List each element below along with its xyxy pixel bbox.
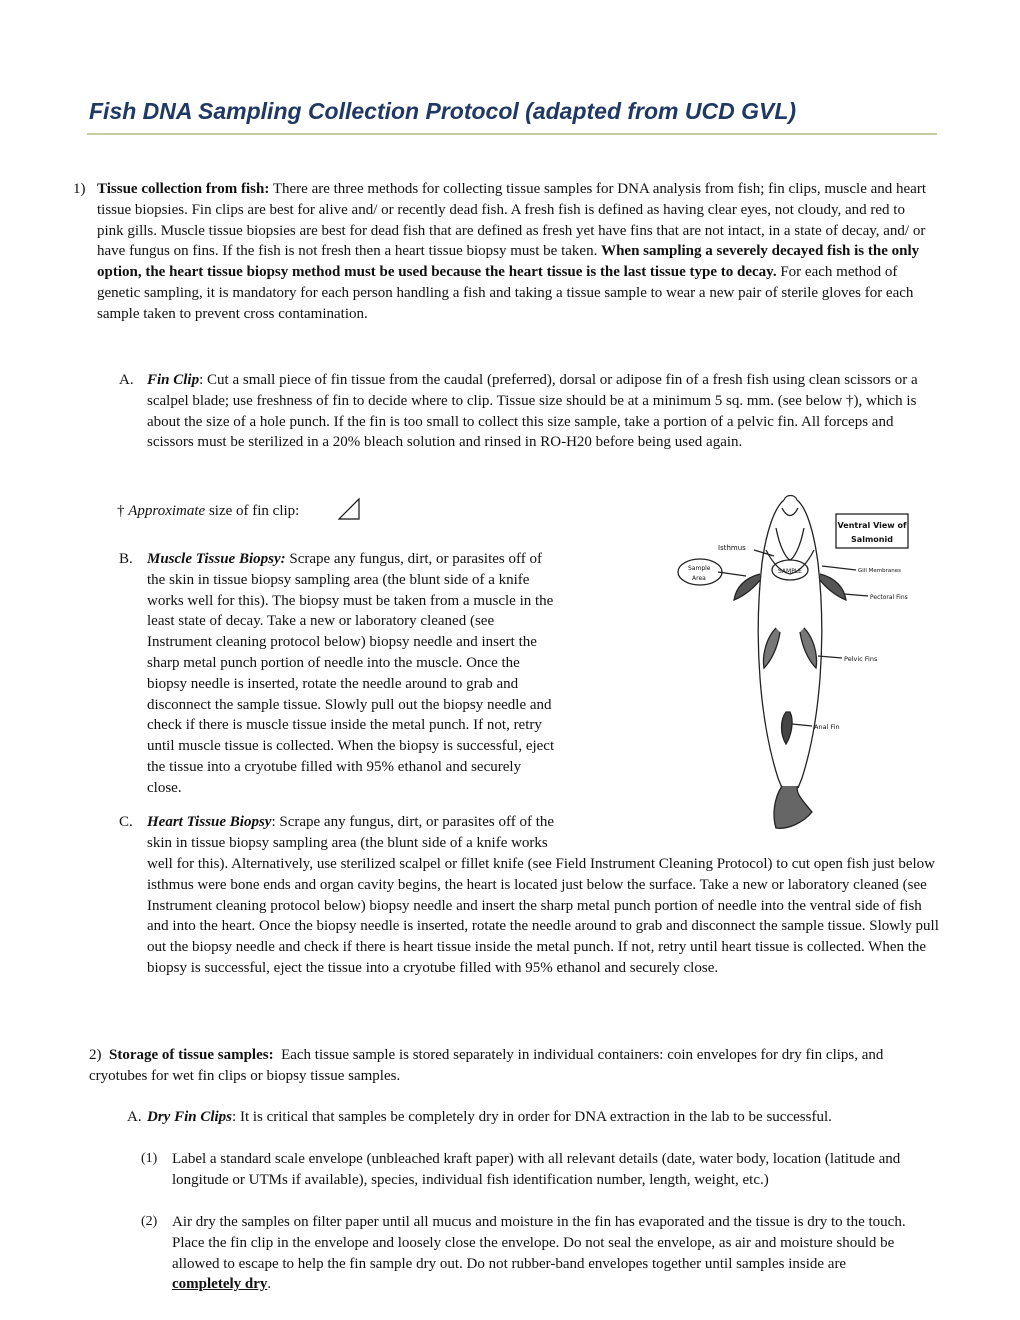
right-pelvic-fin: [800, 628, 817, 668]
dry-fin-letter: A.: [127, 1109, 142, 1125]
pelvic-fins-label: Pelvic Fins: [844, 655, 878, 663]
section-2-paragraph: [89, 1045, 927, 1087]
muscle-biopsy-line: sharp metal punch portion of needle into the muscle. Once the: [147, 654, 520, 671]
dry-fin-paragraph: [147, 1107, 882, 1128]
dagger-text: size of fin clip:: [208, 503, 300, 519]
heart-biopsy-line-0: : Scrape any fungus, dirt, or parasites off of the: [271, 814, 555, 830]
fish-mouth: [782, 508, 798, 516]
fin-clip-letter: A.: [119, 372, 134, 388]
isthmus-label: Isthmus: [718, 544, 746, 552]
dry-fin-item-2-tail: .: [267, 1276, 272, 1293]
gill-membranes-label: Gill Membranes: [858, 568, 901, 574]
muscle-biopsy-line: disconnect the sample tissue. Slowly pull out the biopsy needle and: [147, 696, 552, 713]
heart-biopsy-heading: Heart Tissue Biopsy: [147, 814, 272, 830]
diagram-title-line1: Ventral View of: [837, 521, 907, 530]
dry-fin-item-2-text: Air dry the samples on filter paper until all mucus and moisture in the fin has evaporated and the tissue is dry to the touch. Place the fin clip in the envelope and loosely close the envelope. Do not seal the envelope, as air and moisture should be allowed to escape to help the fin sample dry out. Do not rubber-band envelopes together until samples inside are: [172, 1214, 906, 1272]
muscle-biopsy-paragraph: [147, 549, 554, 799]
anal-leader: [792, 724, 812, 726]
fish-snout: [784, 496, 797, 501]
muscle-biopsy-line: works well for this). The biopsy must be taken from a muscle in the: [147, 592, 554, 609]
fin-clip-paragraph: [147, 370, 922, 453]
completely-dry-emphasis: completely dry: [172, 1276, 268, 1293]
sample-area-label-2: Area: [692, 575, 706, 582]
sample-area-label-1: Sample: [688, 565, 711, 572]
dagger-mark: †: [117, 503, 125, 519]
anal-fin: [782, 712, 793, 744]
dry-fin-heading: Dry Fin Clips: [147, 1109, 233, 1125]
dry-fin-item-1: Label a standard scale envelope (unbleached kraft paper) with all relevant details (date, water body, location (latitude and longitude or UTMs if available), species, individual fish identification number, length, weight, etc.): [172, 1151, 901, 1188]
heart-biopsy-head-lines: [147, 812, 554, 854]
section-1-number: 1): [73, 181, 86, 197]
fin-clip-size-note: [117, 501, 299, 522]
section-2-text: Each tissue sample is stored separately in individual containers: coin envelopes for dry fin clips, and cryotubes for wet fin clips or biopsy tissue samples.: [89, 1047, 884, 1084]
muscle-biopsy-line: close.: [147, 779, 182, 796]
title-divider: [87, 133, 937, 135]
heart-biopsy-letter: C.: [119, 814, 133, 830]
heart-biopsy-paragraph: well for this). Alternatively, use sterilized scalpel or fillet knife (see Field Instrument Cleaning Protocol) to cut open fish just below isthmus were bone ends and organ cavity begins, the heart is located just below the surface. Take a new or laboratory cleaned (see Instrument cleaning protocol below) biopsy needle and insert the sharp metal punch portion of needle into the ventral side of fish and into the heart. Once the biopsy needle is inserted, rotate the needle around to grab and disconnect the sample tissue. Slowly pull out the biopsy needle and check if there is heart tissue inside the metal punch. If not, retry until heart tissue is collected. When the biopsy is successful, eject the tissue into a cryotube filled with 95% ethanol and securely close.: [147, 856, 939, 976]
muscle-biopsy-line: least state of decay. Take a new or laboratory cleaned (see: [147, 613, 495, 630]
left-pelvic-fin: [764, 628, 781, 668]
fin-clip-size-triangle: [337, 497, 361, 521]
diagram-title-line2: Salmonid: [851, 535, 893, 544]
muscle-biopsy-line-0: Scrape any fungus, dirt, or parasites off of: [289, 551, 542, 567]
muscle-biopsy-letter: B.: [119, 551, 133, 567]
dry-fin-item-1-mark: (1): [141, 1151, 158, 1166]
section-1-heading: Tissue collection from fish:: [97, 181, 270, 197]
caudal-fin: [774, 786, 812, 828]
heart-biopsy-line-1: skin in tissue biopsy sampling area (the blunt side of a knife works: [147, 834, 548, 851]
section-1-bold-text: When sampling a severely decayed fish is the only option, the heart tissue biopsy method must be used because the heart tissue is the last tissue type to decay.: [97, 243, 920, 281]
fin-clip-heading: Fin Clip: [147, 372, 200, 388]
muscle-biopsy-line: until muscle tissue is collected. When the biopsy is successful, eject: [147, 738, 555, 755]
muscle-biopsy-line: the tissue into a cryotube filled with 95% ethanol and securely: [147, 758, 522, 775]
dry-fin-text: : It is critical that samples be completely dry in order for DNA extraction in the lab to be successful.: [232, 1109, 832, 1125]
section-1-text-b: For each method of genetic sampling, it is mandatory for each person handling a fish and taking a tissue sample to wear a new pair of sterile gloves for each sample taken to prevent cross contamination.: [97, 264, 914, 322]
muscle-biopsy-line: biopsy needle is inserted, rotate the needle around to grab and: [147, 675, 519, 692]
fish-jaw: [776, 528, 804, 560]
salmonid-ventral-diagram: [662, 488, 938, 840]
pectoral-leader: [844, 594, 868, 596]
muscle-biopsy-line: the skin in tissue biopsy sampling area (the blunt side of a knife: [147, 571, 530, 588]
page-title: Fish DNA Sampling Collection Protocol (adapted from UCD GVL): [89, 98, 797, 124]
left-pectoral-fin: [734, 574, 760, 600]
right-pectoral-fin: [820, 574, 846, 600]
muscle-biopsy-heading: Muscle Tissue Biopsy:: [147, 551, 286, 567]
sample-label: SAMPLE: [778, 568, 802, 575]
fin-clip-text: : Cut a small piece of fin tissue from the caudal (preferred), dorsal or adipose fin of a fresh fish using clean scissors or a scalpel blade; use freshness of fin to decide where to clip. Tissue size should be at a minimum 5 sq. mm. (see below †), which is about the size of a hole punch. If the fin is too small to collect this size sample, take a portion of a pelvic fin. All forceps and scissors must be sterilized in a 20% bleach solution and rinsed in RO-H20 before being used again.: [147, 372, 918, 451]
section-1-paragraph: [97, 179, 927, 325]
muscle-biopsy-line: check if there is muscle tissue inside the metal punch. If not, retry: [147, 717, 542, 734]
section-1-text-a: There are three methods for collecting tissue samples for DNA analysis from fish; fin clips, muscle and heart tissue biopsies. Fin clips are best for alive and/ or recently dead fish. A fresh fish is defined as having clear eyes, not cloudy, and red to pink gills. Muscle tissue biopsies are best for dead fish that are defined as fresh yet have fins that are not intact, in a state of decay, and/ or have fungus on fins. If the fish is not fresh then a heart tissue biopsy must be taken.: [97, 181, 926, 260]
pectoral-fins-label: Pectoral Fins: [870, 594, 908, 601]
muscle-biopsy-line: Instrument cleaning protocol below) biopsy needle and insert the: [147, 634, 537, 651]
dagger-italic: Approximate: [128, 503, 206, 519]
anal-fin-label: Anal Fin: [814, 723, 840, 731]
section-2-heading: Storage of tissue samples:: [109, 1047, 274, 1063]
dry-fin-item-2-mark: (2): [141, 1214, 158, 1229]
gill-leader: [822, 566, 856, 570]
dry-fin-item-2: [172, 1212, 910, 1295]
section-2-number: 2): [89, 1047, 102, 1063]
